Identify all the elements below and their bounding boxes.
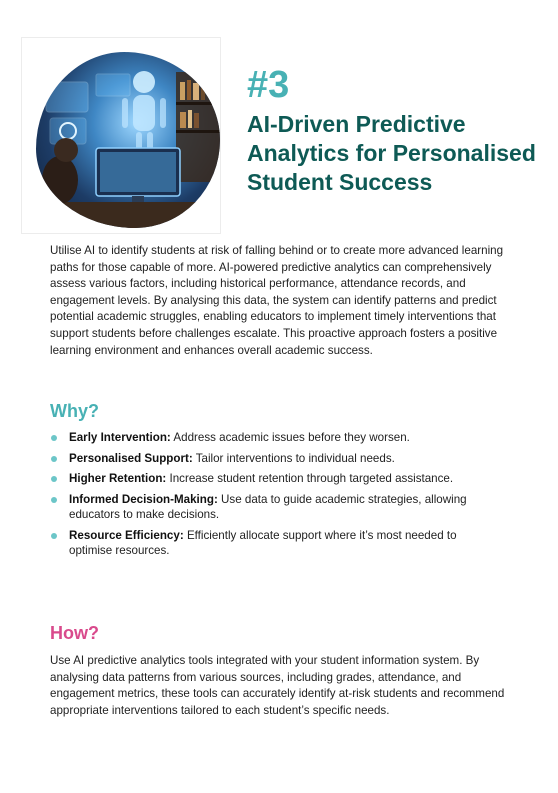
list-item [50,492,490,523]
benefit-term: Personalised Support: [69,451,193,465]
benefit-text: Increase student retention through targeted assistance. [169,472,454,485]
bullet-icon [51,456,57,462]
bullet-icon [51,476,57,482]
benefits-list [50,430,490,564]
bullet-icon [51,533,57,539]
benefit-text: Tailor interventions to individual needs. [195,451,395,465]
benefit-term: Informed Decision-Making: [69,492,218,506]
benefit-text: Use data to guide academic strategies, allowing educators to make decisions. [69,492,467,521]
benefit-term: Early Intervention: [69,431,171,444]
benefit-term: Resource Efficiency: [69,528,184,542]
how-paragraph: Use AI predictive analytics tools integrated with your student information system. By analysing data patterns from various sources, including grades, attendance, and engagement metrics, these tools can accurately identify at-risk students and recommend appropriate interventions tailored to each student’s specific needs. [50,654,505,717]
list-item [50,471,490,487]
list-item [50,430,490,446]
bullet-icon [51,435,57,441]
holographic-robot-illustration [36,52,220,228]
page-title: AI-Driven Predictive Analytics for Personalised Student Success [247,111,536,195]
why-heading: Why? [50,401,99,421]
hero-illustration [36,52,220,228]
intro-paragraph: Utilise AI to identify students at risk of falling behind or to create more advanced learning paths for those capable of more. AI-powered predictive analytics can comprehensively assess various factors, including historical performance, attendance records, and engagement levels. By analysing this data, the system can identify patterns and predict potential academic struggles, enabling educators to implement timely interventions that support students before challenges escalate. This proactive approach fosters a positive learning environment and enhances overall academic success. [50,244,504,357]
section-number: #3 [247,64,290,106]
benefit-term: Higher Retention: [69,472,167,485]
benefit-text: Address academic issues before they worsen. [173,431,410,444]
list-item [50,528,490,559]
bullet-icon [51,497,57,503]
benefit-text: Efficiently allocate support where it’s most needed to optimise resources. [69,528,457,557]
list-item [50,451,490,467]
how-heading: How? [50,623,99,643]
